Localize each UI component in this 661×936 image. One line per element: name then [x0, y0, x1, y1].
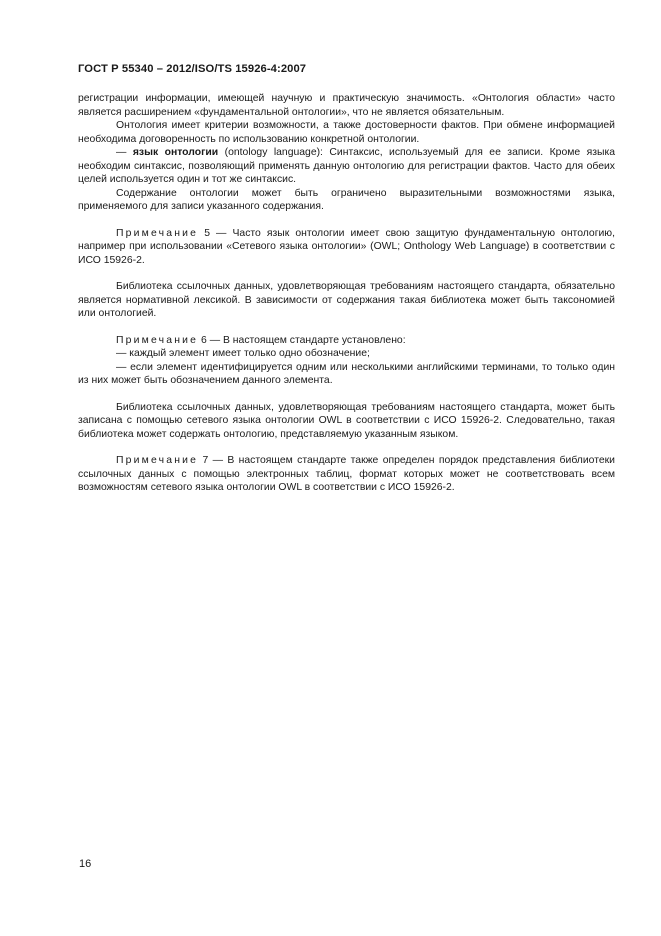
paragraph-ontology-content: Содержание онтологии может быть ограничено выразительными возможностями языка, применяемого для записи указанного содержания. — [78, 187, 615, 212]
definition-dash: — — [116, 147, 133, 158]
note-7-label: Примечание — [116, 455, 199, 466]
note-5 — [78, 227, 615, 268]
note-6 — [78, 334, 615, 348]
note-7 — [78, 454, 615, 495]
note-6-label: Примечание — [116, 334, 199, 346]
page-number: 16 — [79, 858, 92, 870]
note-7-text: 7 — В настоящем стандарте также определен порядок представления библиотеки ссылочных данных с помощью электронных таблиц, формат которых может не соответствовать всем возможностям сетевого языка онтологии OWL в соответствии с ИСО 15926-2. — [78, 455, 615, 493]
paragraph-ontology-criteria: Онтология имеет критерии возможности, а также достоверности фактов. При обмене информацией необходима договоренность по использованию конкретной онтологии. — [78, 120, 615, 145]
definition-ontology-language — [78, 146, 615, 187]
document-header: ГОСТ Р 55340 – 2012/ISO/TS 15926-4:2007 — [78, 63, 307, 75]
note-5-text: 5 — Часто язык онтологии имеет свою защитую фундаментальную онтологию, например при использовании «Сетевого языка онтологии» (OWL; Onthology Web Language) в соответствии с ИСО 15926-2. — [78, 227, 615, 266]
note-6-item-1: — каждый элемент имеет только одно обозначение; — [116, 348, 370, 359]
paragraph-continuation: регистрации информации, имеющей научную и практическую значимость. «Онтология области» часто является расширением «фундаментальной онтологии», что не является обязательным. — [78, 93, 615, 118]
paragraph-reference-library: Библиотека ссылочных данных, удовлетворяющая требованиям настоящего стандарта, обязательно является нормативной лексикой. В зависимости от содержания такая библиотека может быть таксономией или онтологией. — [78, 281, 615, 319]
note-6-text: 6 — В настоящем стандарте установлено: — [198, 334, 406, 346]
document-body — [78, 92, 615, 495]
definition-text: (ontology language): Синтаксис, используемый для ее записи. Кроме языка необходим синтаксис, позволяющий применять данную онтологию для регистрации фактов. Часто для обеих целей используется один и тот же синтаксис. — [78, 147, 616, 185]
definition-term: язык онтологии — [132, 147, 219, 158]
paragraph-owl-recording: Библиотека ссылочных данных, удовлетворяющая требованиям настоящего стандарта, может быть записана с помощью сетевого языка онтологии OWL в соответствии с ИСО 15926-2. Следовательно, такая библиотека может содержать онтологию, представляемую указанным языком. — [78, 401, 615, 440]
note-5-label: Примечание — [116, 227, 199, 239]
note-6-item-2: — если элемент идентифицируется одним или несколькими английскими терминами, то только один из них может быть обозначением данного элемента. — [78, 361, 615, 386]
